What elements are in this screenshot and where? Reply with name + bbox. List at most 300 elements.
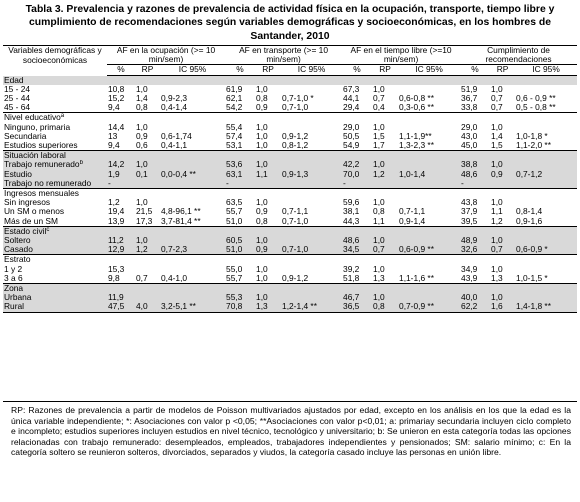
table-cell — [281, 123, 342, 132]
table-cell: 44,3 — [343, 216, 360, 226]
table-cell: 0,6-0,8 ** — [399, 94, 434, 104]
table-cell: 1,4-1,8 ** — [515, 302, 577, 312]
row-label — [3, 103, 107, 113]
document-page — [0, 3, 580, 502]
table-cell: 1,0 — [490, 160, 515, 169]
row-label-text: Sin ingresos — [4, 198, 51, 208]
table-cell — [515, 293, 577, 302]
table-cell: 61,9 — [226, 84, 243, 94]
table-cell: 1,0 — [136, 122, 148, 132]
table-cell: 21,5 — [136, 207, 153, 217]
row-label-text: Rural — [4, 302, 25, 312]
table-cell: 1,2-1,4 ** — [281, 302, 342, 312]
table-cell: 14,4 — [108, 122, 125, 132]
row-label — [3, 94, 107, 103]
table-cell: 0,8 — [136, 103, 148, 113]
table-cell: 32,6 — [460, 245, 490, 255]
table-row — [3, 265, 577, 274]
table-cell: 29,4 — [343, 103, 360, 113]
table-cell: 0,9-1,3 — [281, 170, 342, 179]
section-label-text: Edad — [4, 75, 24, 85]
table-cell: 1,0 — [136, 198, 148, 208]
table-cell — [160, 198, 225, 207]
table-cell: 1,0 — [491, 264, 503, 274]
table-cell — [398, 179, 460, 189]
table-cell: 40,0 — [460, 293, 490, 302]
table-cell: 1,0 — [491, 198, 503, 208]
table-cell: 1,0 — [256, 141, 268, 151]
table-cell: 0,7 — [136, 273, 148, 283]
footnote-marker: a — [60, 113, 65, 120]
table-cell: 13 — [108, 131, 118, 141]
table-row — [3, 85, 577, 94]
table-body — [3, 75, 577, 312]
table-cell: 1,9 — [107, 170, 135, 179]
table-cell: 0,7-2,3 — [160, 245, 225, 255]
table-cell: 1,0 — [372, 236, 398, 245]
section-label-text: Ingresos mensuales — [4, 188, 79, 199]
table-cell: 59,6 — [343, 198, 360, 208]
row-label — [3, 170, 107, 179]
group-header-cumplimiento: Cumplimiento de recomendaciones — [460, 46, 577, 65]
table-cell: 0,3-0,6 ** — [399, 103, 434, 113]
row-label-text: 15 - 24 — [4, 84, 31, 94]
table-cell: 60,5 — [225, 236, 255, 245]
table-cell: 34,9 — [461, 264, 478, 274]
table-cell: 55,3 — [225, 293, 255, 302]
footnote-marker: b — [79, 160, 83, 167]
col-ic95: IC 95% — [160, 65, 225, 75]
row-label-text: Soltero — [4, 236, 31, 246]
section-label-text: Zona — [4, 283, 24, 294]
row-label — [3, 302, 107, 312]
table-row — [3, 207, 577, 216]
table-cell: 37,9 — [461, 207, 478, 217]
table-cell: 33,8 — [461, 103, 478, 113]
table-row — [3, 94, 577, 103]
row-label-text: Trabajo remunerado — [4, 160, 80, 170]
row-label-text: 1 y 2 — [4, 264, 23, 274]
table-cell: 1,5 — [491, 141, 503, 151]
table-cell — [255, 179, 281, 189]
table-cell: 55,4 — [226, 122, 243, 132]
table-cell: 1,3 — [491, 273, 503, 283]
table-cell: 1,0 — [373, 198, 385, 208]
table-cell: 0,7 — [490, 245, 515, 255]
table-row — [3, 293, 577, 302]
table-cell: 0,6-0,9 * — [515, 245, 577, 255]
row-label-text: 25 - 44 — [4, 94, 31, 104]
row-label-text: Casado — [4, 245, 33, 255]
table-cell: 51,0 — [226, 216, 243, 226]
table-cell: 0,9-2,3 — [161, 94, 188, 104]
row-label-text: 45 - 64 — [4, 103, 31, 113]
table-cell: 11,2 — [107, 236, 135, 245]
table-cell: 1,1 — [491, 207, 503, 217]
table-cell: 0,9 — [255, 245, 281, 255]
table-cell: 0,8 — [256, 216, 268, 226]
table-cell — [160, 293, 225, 302]
table-cell: 1,5 — [373, 131, 385, 141]
section-label — [3, 255, 577, 265]
row-label-text: Un SM o menos — [4, 207, 65, 217]
table-cell: 53,6 — [225, 160, 255, 169]
table-cell: 62,2 — [460, 302, 490, 312]
table-cell: 0,5 - 0,8 ** — [516, 103, 556, 113]
table-cell: 0,7-1,0 — [282, 216, 309, 226]
table-cell — [515, 160, 577, 169]
col-pct: % — [107, 65, 135, 75]
table-cell: 1,1-1,9** — [399, 131, 432, 141]
table-cell: 1,0 — [373, 122, 385, 132]
table-cell: 29,0 — [343, 122, 360, 132]
table-cell: 1,0 — [256, 131, 268, 141]
table-cell: 0,7 — [491, 103, 503, 113]
table-cell: 48,6 — [342, 236, 372, 245]
table-cell: 0,9 — [490, 170, 515, 179]
group-header-row — [3, 46, 577, 65]
section-row — [3, 255, 577, 265]
col-ic95: IC 95% — [398, 65, 460, 75]
table-cell — [160, 160, 225, 169]
table-cell: 0,7-1,1 — [282, 207, 309, 217]
table-cell: 1,1-2,0 ** — [516, 141, 551, 151]
table-cell: 1,0-1,8 * — [516, 131, 548, 141]
table-cell: 1,7 — [373, 141, 385, 151]
section-label — [3, 113, 577, 123]
table-cell: 48,6 — [460, 170, 490, 179]
section-label-text: Situación laboral — [4, 150, 66, 161]
table-cell: 0,8 — [372, 302, 398, 312]
table-cell: 0,9 — [136, 131, 148, 141]
col-rp: RP — [490, 65, 515, 75]
table-cell: 51,9 — [461, 84, 478, 94]
table-row — [3, 236, 577, 245]
table-cell: 1,0 — [256, 273, 268, 283]
table-cell: 29,0 — [461, 122, 478, 132]
table-cell: 1,0 — [256, 264, 268, 274]
table-cell: 3,2-5,1 ** — [160, 302, 225, 312]
table-cell: 1,4 — [491, 131, 503, 141]
table-cell: 55,7 — [226, 207, 243, 217]
table-row — [3, 132, 577, 141]
table-cell — [515, 179, 577, 189]
table-cell: 44,1 — [343, 94, 360, 104]
table-cell: 15,2 — [108, 94, 125, 104]
table-cell: 0,9-1,6 — [516, 216, 543, 226]
table-cell: 1,2 — [491, 216, 503, 226]
table-cell — [398, 293, 460, 302]
col-ic95: IC 95% — [515, 65, 577, 75]
table-cell — [281, 293, 342, 302]
table-cell: 19,4 — [108, 207, 125, 217]
table-cell: 1,6 — [490, 302, 515, 312]
table-cell: 1,0 — [256, 84, 268, 94]
section-row — [3, 189, 577, 199]
table-row — [3, 274, 577, 284]
table-cell: 38,1 — [343, 207, 360, 217]
table-cell: 14,2 — [107, 160, 135, 169]
table-cell: 53,1 — [226, 141, 243, 151]
table-cell — [281, 160, 342, 169]
table-cell — [490, 179, 515, 189]
col-rp: RP — [372, 65, 398, 75]
table-cell: - — [460, 179, 490, 189]
table-cell: 1,0 — [491, 122, 503, 132]
table-cell: 1,0 — [372, 293, 398, 302]
section-label — [3, 189, 577, 199]
table-cell: 0,7-1,1 — [399, 207, 426, 217]
table-cell: 0,9-1,2 — [282, 273, 309, 283]
table-cell: 1,2 — [108, 198, 120, 208]
table-row — [3, 198, 577, 207]
table-cell — [160, 85, 225, 94]
table-cell: 70,0 — [342, 170, 372, 179]
table-cell: 67,3 — [343, 84, 360, 94]
table-cell: 54,9 — [343, 141, 360, 151]
table-cell: 1,2 — [135, 245, 160, 255]
col-pct: % — [460, 65, 490, 75]
table-cell — [281, 85, 342, 94]
table-cell — [281, 179, 342, 189]
table-cell: 0,8 — [256, 94, 268, 104]
table-cell: 1,3 — [373, 273, 385, 283]
table-cell: 1,0 — [372, 160, 398, 169]
table-cell — [160, 236, 225, 245]
table-cell: 39,5 — [461, 216, 478, 226]
table-cell — [515, 123, 577, 132]
row-label — [3, 293, 107, 302]
table-cell — [135, 265, 160, 274]
table-cell — [372, 179, 398, 189]
table-cell: 1,0 — [255, 160, 281, 169]
table-cell: 36,5 — [342, 302, 372, 312]
table-cell: 1,0 — [373, 264, 385, 274]
table-cell — [398, 123, 460, 132]
table-cell — [398, 85, 460, 94]
table-cell: 0,8-1,4 — [516, 207, 543, 217]
table-cell: - — [342, 179, 372, 189]
table-cell — [281, 265, 342, 274]
table-cell: 1,0 — [135, 160, 160, 169]
table-cell: 0,6-0,9 ** — [398, 245, 460, 255]
table-cell: 9,4 — [108, 103, 120, 113]
table-cell: 1,3 — [255, 302, 281, 312]
table-cell: 11,9 — [107, 293, 135, 302]
section-label — [3, 75, 577, 85]
row-label — [3, 245, 107, 255]
col-rp: RP — [135, 65, 160, 75]
table-cell — [160, 123, 225, 132]
table-cell: - — [107, 179, 135, 189]
table-cell: 3,7-81,4 ** — [161, 216, 201, 226]
section-label-text: Estrato — [4, 254, 31, 265]
table-cell: 0,9-1,4 — [399, 216, 426, 226]
table-cell: 0,7-1,2 — [515, 170, 577, 179]
table-cell: 47,5 — [107, 302, 135, 312]
table-footnote: RP: Razones de prevalencia a partir de modelos de Poisson multivariados ajustados por edad, excepto en los análisis en los que la edad es la única variable independiente; *: Asociaciones con valor p <0,05; **Asociaciones con valor p<0,01; a: primariay secundaria incluyen ciclo completo e incompleto; estudios superiores incluyen estudios en nivel técnico, tecnológico y universitario; b: Se unieron en esta categoría todas las opciones relacionadas con trabajo remunerado: desempleados, empleados, trabajadores independientes y pensionados; SM: salario mínimo; c: En la categoría soltero se reunieron solteros, divorciados, separados y viudos, la categoría casado incluye las personas en unión libre. — [3, 401, 577, 458]
row-label-text: Urbana — [4, 293, 32, 303]
table-cell: 0,9-1,2 — [282, 131, 309, 141]
table-row — [3, 141, 577, 151]
table-cell — [515, 236, 577, 245]
table-cell: 43,9 — [461, 273, 478, 283]
table-cell: 0,4-1,1 — [161, 141, 188, 151]
table-row — [3, 217, 577, 227]
table-cell: 0,7 — [373, 94, 385, 104]
table-cell: 0,7-1,0 — [281, 245, 342, 255]
table-cell: 48,9 — [460, 236, 490, 245]
data-table — [3, 45, 577, 313]
table-cell: 1,4 — [136, 94, 148, 104]
table-cell — [515, 198, 577, 207]
table-cell: 63,5 — [226, 198, 243, 208]
table-cell: 1,0 — [490, 293, 515, 302]
table-cell: 55,0 — [226, 264, 243, 274]
table-cell — [135, 179, 160, 189]
table-cell: 17,3 — [136, 216, 153, 226]
table-cell — [398, 236, 460, 245]
group-header-ocupacion: AF en la ocupación (>= 10 min/sem) — [107, 46, 225, 65]
section-label-text: Nivel educativo — [4, 112, 61, 123]
row-label — [3, 217, 107, 227]
row-label-text: Secundaria — [4, 131, 47, 141]
table-cell: 38,8 — [460, 160, 490, 169]
table-cell: 0,0-0,4 ** — [160, 170, 225, 179]
table-cell: 1,2 — [372, 170, 398, 179]
table-cell: 1,0 — [491, 84, 503, 94]
table-cell — [515, 85, 577, 94]
table-cell: 0,9 — [256, 207, 268, 217]
table-cell: 1,0 — [256, 198, 268, 208]
table-cell: 55,7 — [226, 273, 243, 283]
table-cell: 9,4 — [108, 141, 120, 151]
table-cell: 0,4 — [373, 103, 385, 113]
table-cell: 4,8-96,1 ** — [161, 207, 201, 217]
table-cell: 45,0 — [461, 141, 478, 151]
table-cell: 34,5 — [342, 245, 372, 255]
row-label — [3, 160, 107, 169]
table-cell: 1,1 — [255, 170, 281, 179]
table-cell: 1,3-2,3 ** — [399, 141, 434, 151]
table-cell — [135, 293, 160, 302]
table-cell: 0,7-1,0 * — [282, 94, 314, 104]
table-row — [3, 123, 577, 132]
footnote-marker: c — [46, 226, 50, 233]
section-label — [3, 284, 577, 294]
table-cell: 0,7-0,9 ** — [398, 302, 460, 312]
table-cell: 46,7 — [342, 293, 372, 302]
table-cell: 39,2 — [343, 264, 360, 274]
table-cell: 0,7 — [372, 245, 398, 255]
section-label-text: Estado civil — [4, 226, 47, 236]
table-title: Tabla 3. Prevalencia y razones de prevalencia de actividad física en la ocupación, transporte, tiempo libre y cumplimiento de recomendaciones según variables demográficas y socioeconómicas, en los hombres de Santander, 2010 — [25, 4, 555, 42]
table-cell — [281, 198, 342, 207]
table-row — [3, 245, 577, 255]
table-cell: 0,6 — [136, 141, 148, 151]
table-cell — [398, 198, 460, 207]
table-cell — [515, 265, 577, 274]
table-cell — [398, 265, 460, 274]
table-cell: 0,4-1,4 — [161, 103, 188, 113]
row-label-text: Estudio — [4, 169, 32, 179]
group-header-transporte: AF en transporte (>= 10 min/sem) — [225, 46, 342, 65]
col-rp: RP — [255, 65, 281, 75]
table-cell: 1,0 — [135, 236, 160, 245]
row-label — [3, 207, 107, 216]
table-cell: 50,5 — [343, 131, 360, 141]
table-cell: 0,9 — [256, 103, 268, 113]
table-cell: 36,7 — [461, 94, 478, 104]
table-cell: - — [225, 179, 255, 189]
table-cell: 9,8 — [108, 273, 120, 283]
table-cell: 10,8 — [108, 84, 125, 94]
table-row — [3, 302, 577, 312]
table-cell: 51,0 — [225, 245, 255, 255]
table-cell: 0,6-1,74 — [161, 131, 192, 141]
table-cell: 70,8 — [225, 302, 255, 312]
col-ic95: IC 95% — [281, 65, 342, 75]
table-cell — [160, 179, 225, 189]
table-cell: 1,0 — [490, 236, 515, 245]
row-label — [3, 85, 107, 94]
table-row — [3, 179, 577, 189]
col-pct: % — [225, 65, 255, 75]
section-label — [3, 226, 577, 236]
table-cell: 43,8 — [461, 198, 478, 208]
table-cell: 1,0-1,4 — [398, 170, 460, 179]
table-cell — [281, 236, 342, 245]
section-label — [3, 151, 577, 161]
table-cell: 0,7 — [491, 94, 503, 104]
table-cell: 4,0 — [135, 302, 160, 312]
section-row — [3, 75, 577, 85]
row-label-text: Ninguno, primaria — [4, 122, 71, 132]
section-row — [3, 284, 577, 294]
table-cell: 12,9 — [107, 245, 135, 255]
table-cell: 54,2 — [226, 103, 243, 113]
table-cell: 43,0 — [461, 131, 478, 141]
col-pct: % — [342, 65, 372, 75]
table-cell: 57,4 — [226, 131, 243, 141]
table-cell: 1,0 — [256, 122, 268, 132]
row-label-text: Más de un SM — [4, 216, 58, 226]
table-cell: 1,1 — [373, 216, 385, 226]
table-cell: 62,1 — [226, 94, 243, 104]
table-cell: 0,1 — [135, 170, 160, 179]
table-cell — [398, 160, 460, 169]
row-label-text: Trabajo no remunerado — [4, 178, 92, 188]
row-label — [3, 141, 107, 151]
table-cell: 1,1-1,6 ** — [399, 273, 434, 283]
variables-header: Variables demográficas y socioeconómicas — [3, 46, 107, 76]
section-row — [3, 151, 577, 161]
table-row — [3, 160, 577, 169]
row-label — [3, 236, 107, 245]
table-cell: 1,0 — [136, 84, 148, 94]
table-cell: 1,0 — [255, 293, 281, 302]
section-row — [3, 226, 577, 236]
row-label — [3, 265, 107, 274]
row-label-text: 3 a 6 — [4, 273, 23, 283]
row-label — [3, 132, 107, 141]
row-label — [3, 123, 107, 132]
table-cell: 42,2 — [342, 160, 372, 169]
row-label — [3, 274, 107, 284]
row-label-text: Estudios superiores — [4, 141, 78, 151]
table-cell: 0,4-1,0 — [161, 273, 188, 283]
table-cell — [160, 265, 225, 274]
